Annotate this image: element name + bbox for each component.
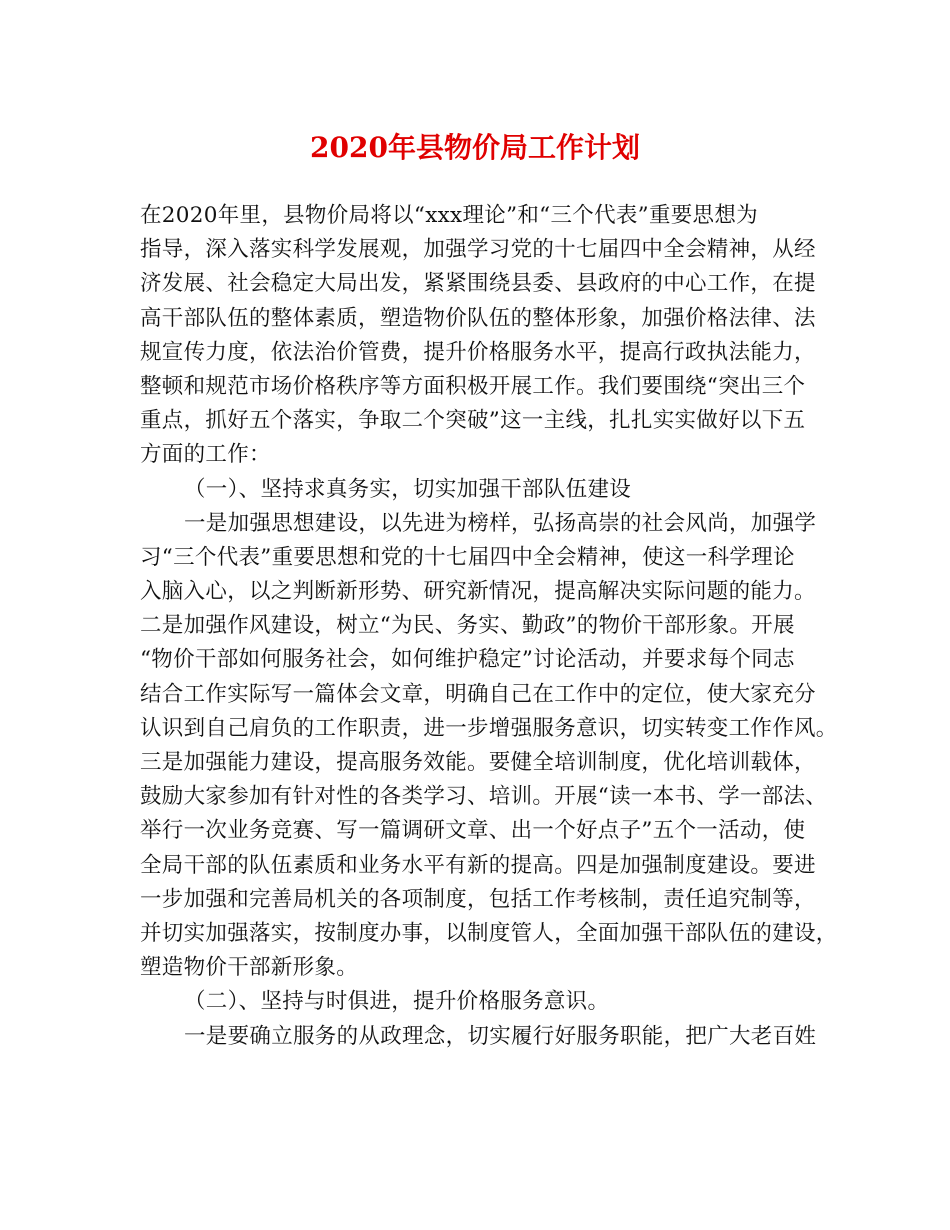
- text-line: 结合工作实际写一篇体会文章，明确自己在工作中的定位，使大家充分: [140, 681, 816, 707]
- text-line: 入脑入心，以之判断新形势、研究新情况，提高解决实际问题的能力。: [140, 579, 816, 605]
- text-line: 全局干部的队伍素质和业务水平有新的提高。四是加强制度建设。要进: [140, 852, 816, 878]
- text-line: 认识到自己肩负的工作职责，进一步增强服务意识，切实转变工作作风。: [140, 715, 838, 741]
- text-line: 并切实加强落实，按制度办事，以制度管人，全面加强干部队伍的建设，: [140, 920, 838, 946]
- text-line: 在2020年里，县物价局将以“xxx理论”和“三个代表”重要思想为: [140, 203, 758, 228]
- text-line: 二是加强作风建设，树立“为民、务实、勤政”的物价干部形象。开展: [140, 613, 795, 639]
- text-line: 塑造物价干部新形象。: [140, 955, 359, 981]
- text-line: 举行一次业务竞赛、写一篇调研文章、出一个好点子”五个一活动，使: [140, 818, 806, 844]
- text-line: 一是加强思想建设，以先进为榜样，弘扬高崇的社会风尚，加强学: [184, 510, 817, 536]
- document-title: 2020年县物价局工作计划: [310, 131, 640, 164]
- text-line: 高干部队伍的整体素质，塑造物价队伍的整体形象，加强价格法律、法: [140, 305, 816, 331]
- text-line: 三是加强能力建设，提高服务效能。要健全培训制度，优化培训载体，: [140, 750, 816, 775]
- text-line: 方面的工作：: [140, 442, 271, 468]
- text-line: 济发展、社会稳定大局出发，紧紧围绕县委、县政府的中心工作，在提: [140, 271, 816, 297]
- text-line: 整顿和规范市场价格秩序等方面积极开展工作。我们要围绕“突出三个: [140, 373, 806, 399]
- text-line: 规宣传力度，依法治价管费，提升价格服务水平，提高行政执法能力，: [140, 339, 816, 365]
- text-line: 一步加强和完善局机关的各项制度，包括工作考核制，责任追究制等，: [140, 886, 816, 912]
- text-line: 一是要确立服务的从政理念，切实履行好服务职能，把广大老百姓: [184, 1023, 817, 1049]
- text-line: （一）、坚持求真务实，切实加强干部队伍建设: [184, 476, 632, 502]
- text-line: （二）、坚持与时俱进，提升价格服务意识。: [184, 989, 610, 1015]
- document-body: [140, 199, 838, 1054]
- text-line: 习“三个代表”重要思想和党的十七届四中全会精神，使这一科学理论: [140, 544, 795, 570]
- text-line: 指导，深入落实科学发展观，加强学习党的十七届四中全会精神，从经: [140, 237, 816, 263]
- text-line: 鼓励大家参加有针对性的各类学习、培训。开展“读一本书、学一部法、: [140, 784, 828, 810]
- text-line: “物价干部如何服务社会，如何维护稳定”讨论活动，并要求每个同志: [140, 647, 795, 673]
- text-line: 重点，抓好五个落实，争取二个突破”这一主线，扎扎实实做好以下五: [140, 408, 806, 434]
